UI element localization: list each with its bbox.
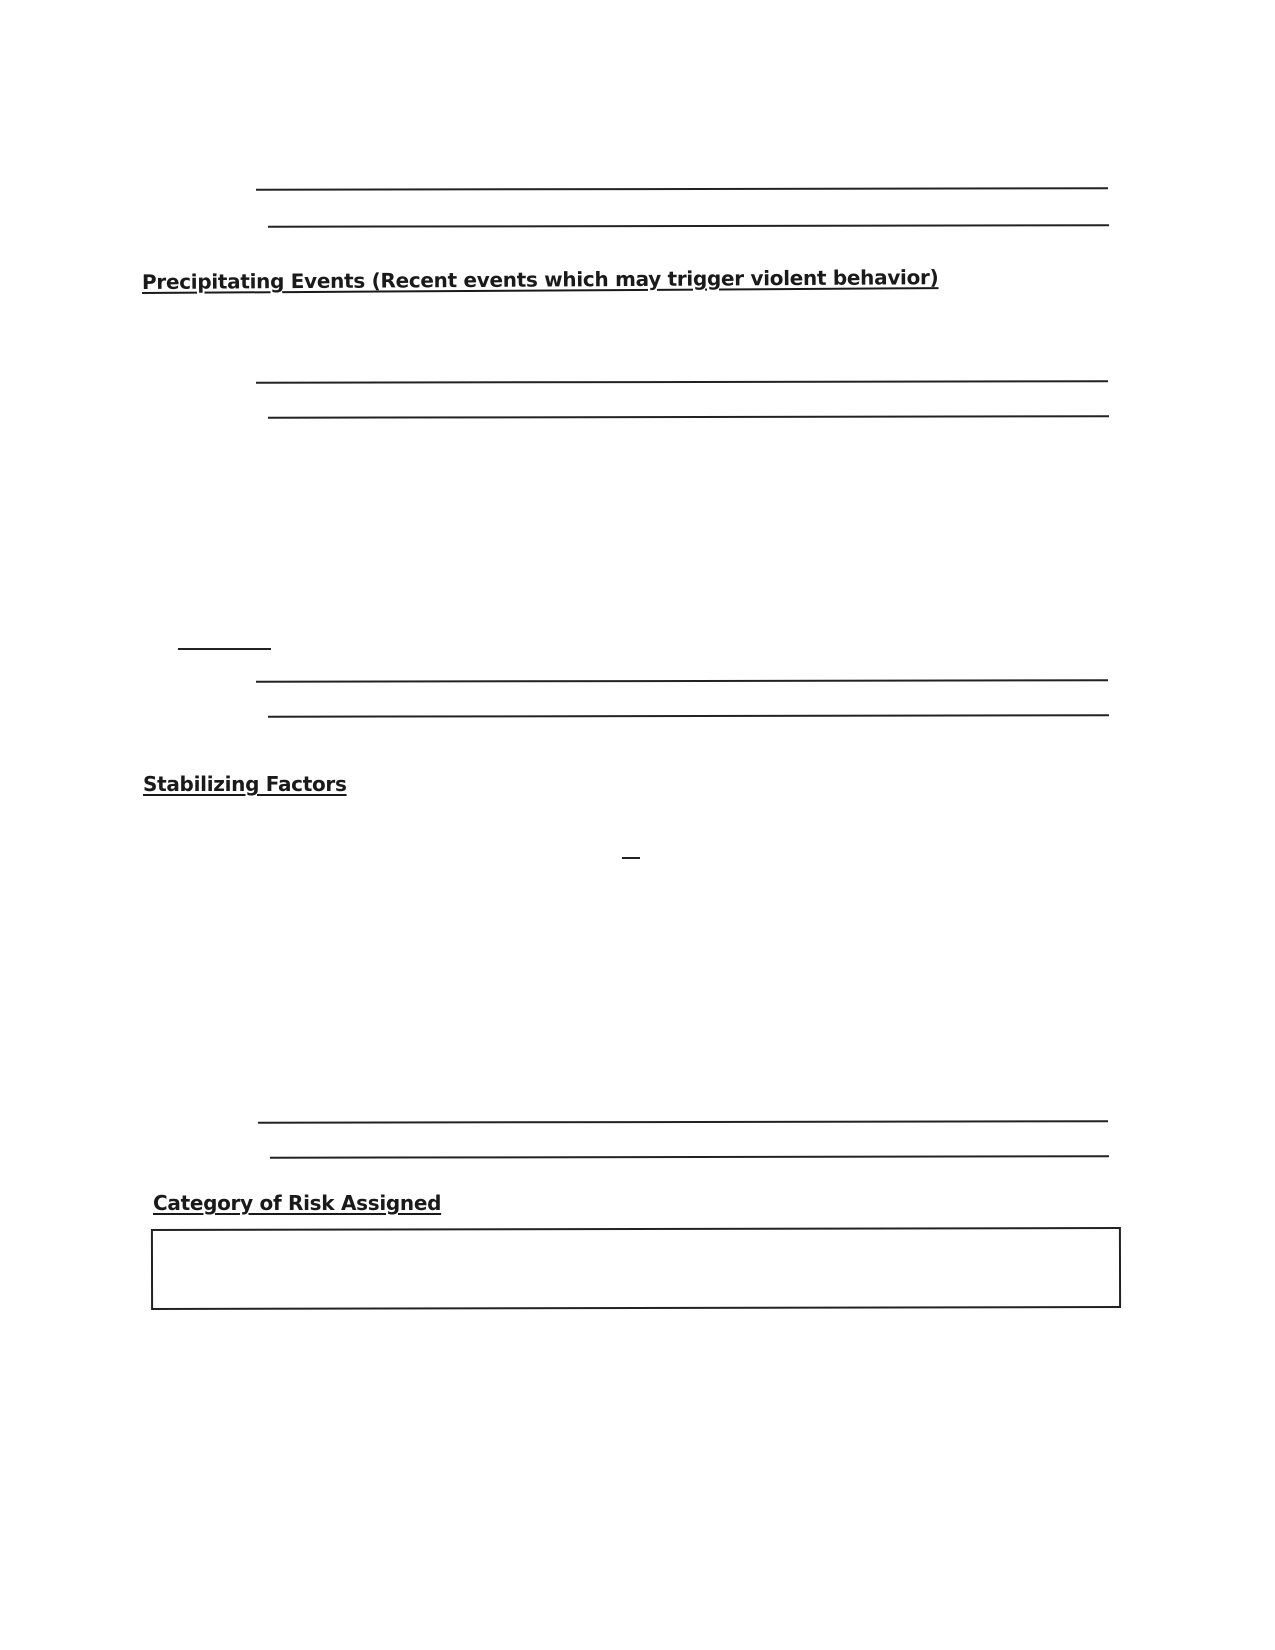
- short-answer-line[interactable]: [178, 648, 271, 650]
- answer-line[interactable]: [268, 714, 1109, 717]
- dash-mark: [622, 857, 640, 859]
- stabilizing-factors-heading: Stabilizing Factors: [143, 772, 347, 796]
- answer-line[interactable]: [270, 1155, 1109, 1158]
- risk-category-box[interactable]: [151, 1227, 1121, 1310]
- answer-line[interactable]: [256, 679, 1108, 682]
- category-of-risk-heading: Category of Risk Assigned: [153, 1191, 442, 1215]
- precipitating-events-heading: Precipitating Events (Recent events which may trigger violent behavior): [141, 265, 939, 294]
- answer-line[interactable]: [268, 224, 1109, 227]
- answer-line[interactable]: [256, 187, 1108, 190]
- answer-line[interactable]: [258, 1120, 1108, 1123]
- answer-line[interactable]: [256, 380, 1108, 383]
- answer-line[interactable]: [268, 415, 1109, 418]
